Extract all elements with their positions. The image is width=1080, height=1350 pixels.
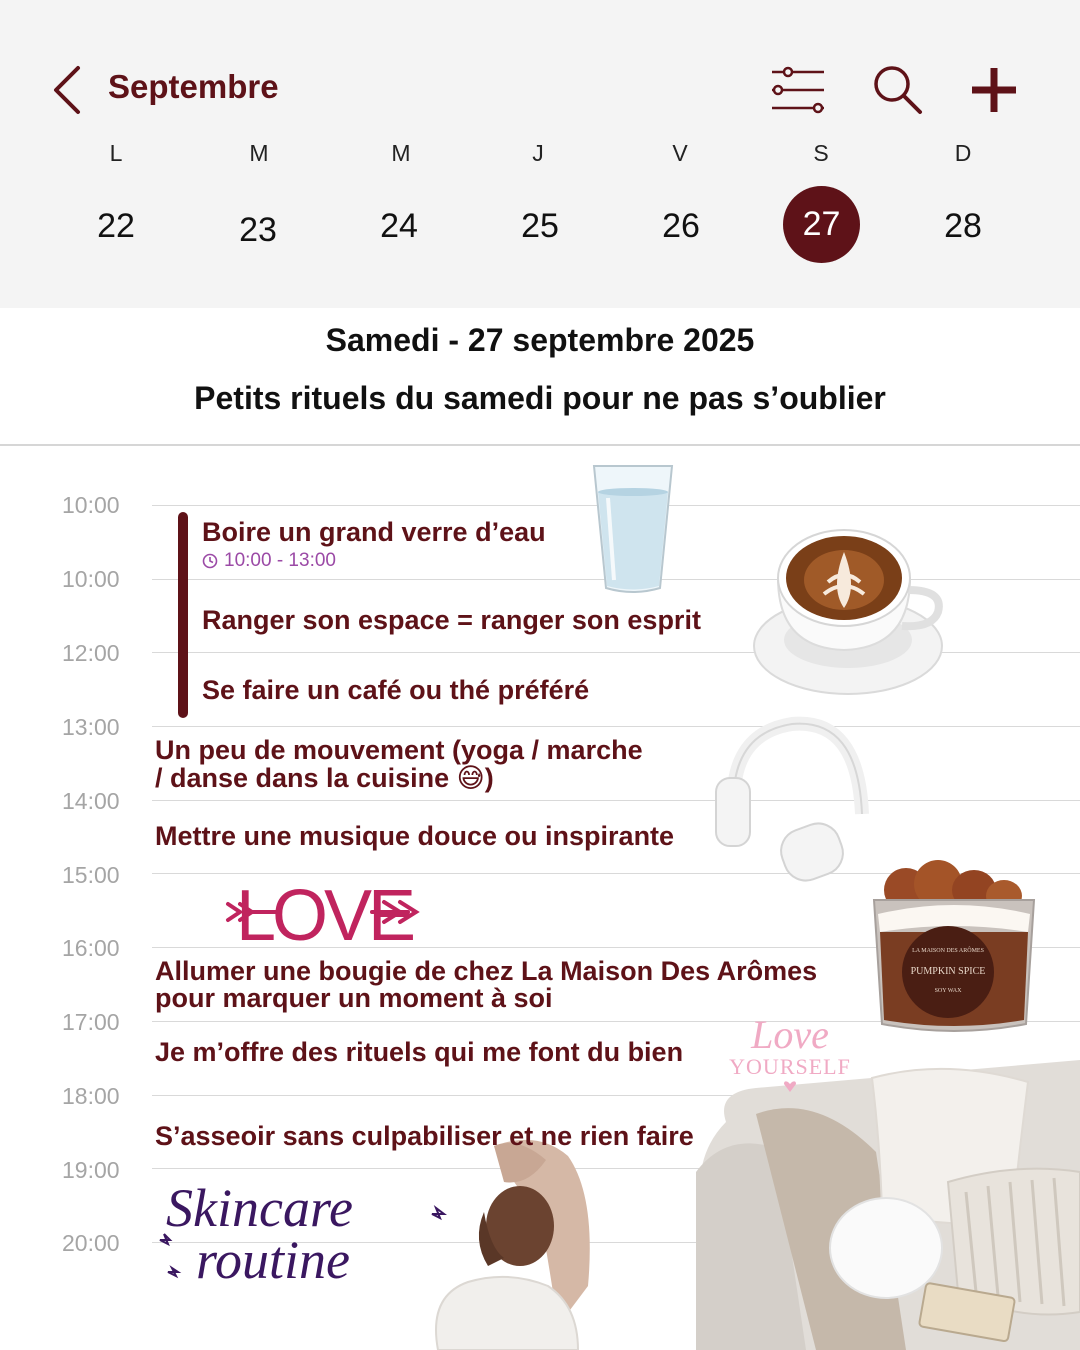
day-subtitle: Petits rituels du samedi pour ne pas s’oublier: [194, 380, 886, 416]
routine-text: routine: [196, 1230, 350, 1290]
weekday-letter: L: [109, 140, 123, 166]
event-time-range: [202, 550, 336, 572]
event-tidy[interactable]: Ranger son espace = ranger son esprit: [202, 605, 701, 635]
sparkle-icon: [432, 1208, 444, 1218]
event-movement-line: / danse dans la cuisine 😅): [155, 763, 494, 793]
search-icon[interactable]: [868, 60, 928, 120]
weekday-letter: S: [813, 140, 829, 166]
candle-icon: [866, 860, 1042, 1040]
time-label: 12:00: [62, 640, 120, 666]
day-24[interactable]: 24: [380, 207, 418, 245]
sliders-icon[interactable]: [768, 60, 828, 120]
heart-icon: [784, 1081, 796, 1092]
day-25[interactable]: 25: [521, 207, 559, 245]
day-23[interactable]: 23: [239, 211, 277, 249]
month-title[interactable]: Septembre: [108, 68, 279, 105]
time-label: 15:00: [62, 862, 120, 888]
event-water[interactable]: Boire un grand verre d’eau: [202, 517, 546, 547]
time-label: 19:00: [62, 1157, 120, 1183]
time-label: 14:00: [62, 788, 120, 814]
time-label: 10:00: [62, 492, 120, 518]
event-movement-line: Un peu de mouvement (yoga / marche: [155, 735, 643, 765]
love-arrow-sticker: [224, 872, 424, 948]
sparkle-icon: [168, 1268, 178, 1276]
skincare-text: Skincare: [166, 1180, 353, 1238]
clock-icon: [202, 553, 218, 569]
hour-line: [152, 800, 1080, 801]
event-time-text: 10:00 - 13:00: [224, 550, 336, 571]
weekday-letter: V: [672, 140, 688, 166]
event-sit[interactable]: S’asseoir sans culpabiliser et ne rien faire: [155, 1121, 694, 1151]
weekday-letter: M: [391, 140, 411, 166]
yourself-text: YOURSELF: [729, 1054, 851, 1079]
time-label: 18:00: [62, 1083, 120, 1109]
candle-brand-text: LA MAISON DES ARÔMES: [912, 948, 984, 954]
time-label: 10:00: [62, 566, 120, 592]
love-script-text: Love: [751, 1012, 829, 1057]
time-label: 13:00: [62, 714, 120, 740]
weekday-letter: M: [249, 140, 269, 166]
event-candle-line: Allumer une bougie de chez La Maison Des Arômes: [155, 956, 818, 986]
day-28[interactable]: 28: [944, 207, 982, 245]
love-yourself-sticker: [726, 1010, 852, 1096]
weekday-letter: D: [954, 140, 972, 166]
day-26[interactable]: 26: [662, 207, 700, 245]
plus-icon[interactable]: [964, 60, 1024, 120]
headphones-icon: [712, 714, 874, 884]
candle-sub-text: SOY WAX: [934, 988, 962, 994]
time-label: 17:00: [62, 1009, 120, 1035]
day-22[interactable]: 22: [97, 207, 135, 245]
time-label: 20:00: [62, 1230, 120, 1256]
event-block-indicator: [178, 512, 188, 718]
event-coffee[interactable]: Se faire un café ou thé préféré: [202, 675, 590, 705]
day-title: Samedi - 27 septembre 2025: [325, 322, 755, 358]
coffee-cup-icon: [752, 528, 948, 698]
divider: [0, 444, 1080, 446]
event-candle[interactable]: [155, 958, 817, 1012]
calendar-header: [0, 0, 1080, 308]
event-candle-line: pour marquer un moment à soi: [155, 983, 553, 1013]
event-music[interactable]: Mettre une musique douce ou inspirante: [155, 821, 675, 851]
sofa-icon: [696, 1052, 1080, 1350]
skincare-routine-sticker: [156, 1180, 456, 1292]
hour-line: [152, 726, 1080, 727]
event-movement[interactable]: [155, 736, 643, 792]
love-text: LOVE: [235, 876, 413, 948]
candle-label-text: PUMPKIN SPICE: [910, 966, 986, 977]
water-glass-icon: [588, 462, 678, 598]
time-label: 16:00: [62, 935, 120, 961]
chevron-left-icon[interactable]: [48, 62, 88, 118]
weekday-letter: J: [532, 140, 544, 166]
event-rituals[interactable]: Je m’offre des rituels qui me font du bien: [155, 1037, 684, 1067]
day-27-selected[interactable]: 27: [783, 186, 860, 263]
